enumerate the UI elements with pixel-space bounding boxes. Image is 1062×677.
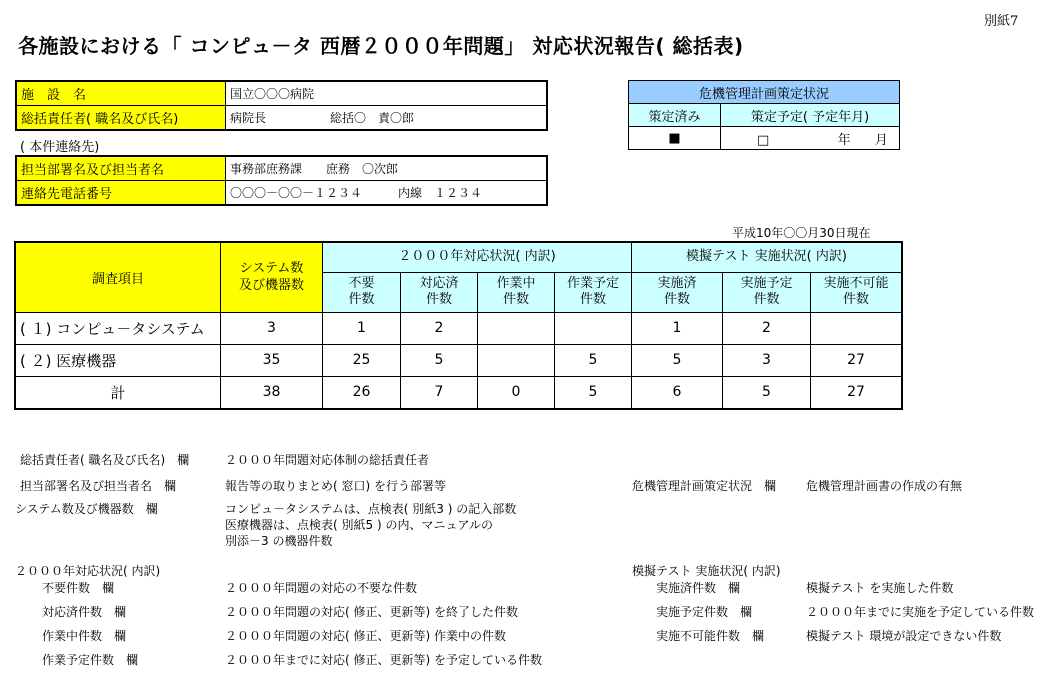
dept-label: 担当部署名及び担当者名 bbox=[16, 156, 226, 181]
cell: 2 bbox=[401, 312, 478, 344]
cell: 5 bbox=[555, 344, 632, 376]
note-term: 実施予定件数 欄 bbox=[656, 605, 753, 619]
cell: 6 bbox=[632, 376, 723, 409]
cell: 1 bbox=[323, 312, 401, 344]
cell: 1 bbox=[632, 312, 723, 344]
test-header: 模擬テスト 実施状況( 内訳) bbox=[632, 242, 903, 272]
contact-heading: ( 本件連絡先) bbox=[20, 140, 100, 155]
plan-year-label: 年 bbox=[837, 132, 851, 148]
plan-planned-mark: □ bbox=[757, 132, 770, 148]
cell: 2 bbox=[723, 312, 811, 344]
table-row bbox=[15, 344, 902, 376]
note-desc: 模擬テスト を実施した件数 bbox=[806, 581, 954, 595]
cell: 5 bbox=[723, 376, 811, 409]
sub-test-impossible: 実施不可能 件数 bbox=[811, 272, 903, 312]
cell: 26 bbox=[323, 376, 401, 409]
plan-col-done: 策定済み bbox=[629, 104, 721, 127]
cell: 0 bbox=[478, 376, 555, 409]
plan-month-label: 月 bbox=[874, 132, 888, 148]
cell bbox=[555, 312, 632, 344]
cell: 3 bbox=[723, 344, 811, 376]
sub-done: 対応済 件数 bbox=[401, 272, 478, 312]
row-label: 計 bbox=[15, 376, 221, 409]
cell: 38 bbox=[221, 376, 323, 409]
test-notes-heading: 模擬テスト 実施状況( 内訳) bbox=[632, 564, 781, 578]
note-desc: 報告等の取りまとめ( 窓口) を行う部署等 bbox=[225, 479, 446, 493]
note-desc: ２０００年問題の対応( 修正、更新等) を終了した件数 bbox=[225, 605, 518, 619]
note-desc: 危機管理計画書の作成の有無 bbox=[806, 479, 963, 493]
y2k-notes-heading: ２０００年対応状況( 内訳) bbox=[15, 564, 161, 578]
sub-inprogress: 作業中 件数 bbox=[478, 272, 555, 312]
note-desc: 模擬テスト 環境が設定できない件数 bbox=[806, 629, 1002, 643]
cell bbox=[478, 344, 555, 376]
manager-value bbox=[226, 106, 548, 131]
cell: 3 bbox=[221, 312, 323, 344]
plan-title: 危機管理計画策定状況 bbox=[629, 81, 900, 104]
facility-table bbox=[15, 80, 548, 131]
cell: 5 bbox=[555, 376, 632, 409]
note-desc: 医療機器は、点検表( 別紙5 ) の内、マニュアルの bbox=[225, 518, 493, 532]
facility-name-label: 施 設 名 bbox=[16, 81, 226, 106]
note-desc: コンピュ－タシステムは、点検表( 別紙3 ) の記入部数 bbox=[225, 502, 517, 516]
cell: 27 bbox=[811, 376, 903, 409]
note-term: 対応済件数 欄 bbox=[42, 605, 127, 619]
note-term: 作業中件数 欄 bbox=[42, 629, 127, 643]
note-term: 危機管理計画策定状況 欄 bbox=[632, 479, 777, 493]
row-label: ( ２) 医療機器 bbox=[15, 344, 221, 376]
note-desc: ２０００年までに実施を予定している件数 bbox=[806, 605, 1035, 619]
plan-col-planned: 策定予定( 予定年月) bbox=[721, 104, 900, 127]
manager-name: 総括〇 責〇郎 bbox=[330, 111, 415, 125]
as-of-date: 平成10年〇〇月30日現在 bbox=[732, 226, 871, 240]
note-term: 総括責任者( 職名及び氏名) 欄 bbox=[20, 453, 190, 467]
sub-unneeded: 不要 件数 bbox=[323, 272, 401, 312]
y2k-header: ２０００年対応状況( 内訳) bbox=[323, 242, 632, 272]
note-term: 実施不可能件数 欄 bbox=[656, 629, 765, 643]
cell: 5 bbox=[632, 344, 723, 376]
note-desc: ２０００年までに対応( 修正、更新等) を予定している件数 bbox=[225, 653, 542, 667]
note-term: 実施済件数 欄 bbox=[656, 581, 741, 595]
note-term: 作業予定件数 欄 bbox=[42, 653, 139, 667]
plan-planned-cell bbox=[721, 127, 900, 150]
note-desc: ２０００年問題の対応( 修正、更新等) 作業中の件数 bbox=[225, 629, 506, 643]
note-desc: 別添－3 の機器件数 bbox=[225, 534, 333, 548]
phone-label: 連絡先電話番号 bbox=[16, 181, 226, 206]
cell: 25 bbox=[323, 344, 401, 376]
page-title: 各施設における「 コンピュ－タ 西暦２０００年問題」 対応状況報告( 総括表) bbox=[18, 34, 744, 58]
note-term: システム数及び機器数 欄 bbox=[15, 502, 158, 516]
manager-title: 病院長 bbox=[230, 111, 267, 125]
cell bbox=[478, 312, 555, 344]
phone-value: 〇〇〇－〇〇－１２３４ 内線 １２３４ bbox=[226, 181, 548, 206]
table-row bbox=[15, 312, 902, 344]
sub-test-done: 実施済 件数 bbox=[632, 272, 723, 312]
row-label: ( １) コンピュ－タシステム bbox=[15, 312, 221, 344]
note-term: 担当部署名及び担当者名 欄 bbox=[20, 479, 177, 493]
sub-test-planned: 実施予定 件数 bbox=[723, 272, 811, 312]
manager-label: 総括責任者( 職名及び氏名) bbox=[16, 106, 226, 131]
note-desc: ２０００年問題の対応の不要な件数 bbox=[225, 581, 418, 595]
plan-done-mark: ■ bbox=[629, 127, 721, 150]
note-term: 不要件数 欄 bbox=[42, 581, 115, 595]
cell: 5 bbox=[401, 344, 478, 376]
dept-value: 事務部庶務課 庶務 〇次郎 bbox=[226, 156, 548, 181]
cell bbox=[811, 312, 903, 344]
facility-name-value: 国立〇〇〇病院 bbox=[226, 81, 548, 106]
count-header: システム数 及び機器数 bbox=[221, 242, 323, 312]
table-row bbox=[15, 376, 902, 409]
cell: 27 bbox=[811, 344, 903, 376]
cell: 7 bbox=[401, 376, 478, 409]
item-header: 調査項目 bbox=[15, 242, 221, 312]
annex-label: 別紙7 bbox=[984, 14, 1019, 29]
cell: 35 bbox=[221, 344, 323, 376]
contact-table bbox=[15, 155, 548, 206]
sub-planned: 作業予定 件数 bbox=[555, 272, 632, 312]
survey-table bbox=[14, 241, 903, 410]
plan-table bbox=[628, 80, 900, 150]
note-desc: ２０００年問題対応体制の総括責任者 bbox=[225, 453, 430, 467]
